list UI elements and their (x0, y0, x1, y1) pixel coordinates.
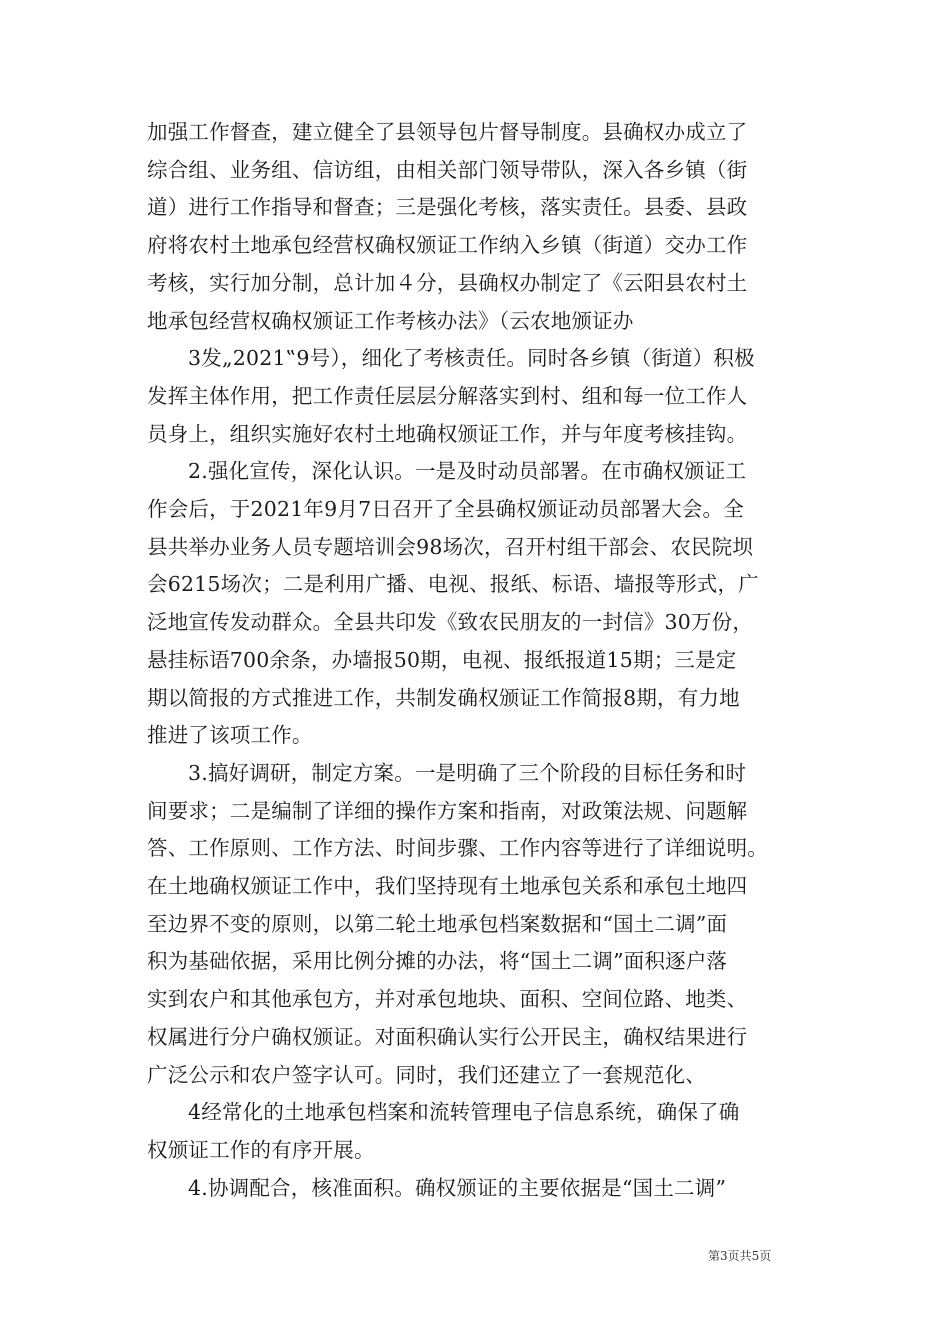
text-line: 悬挂标语700余条，办墙报50期，电视、报纸报道15期；三是定 (147, 647, 737, 672)
text-line: 4经常化的土地承包档案和流转管理电子信息系统，确保了确 (188, 1100, 740, 1125)
text-line: 综合组、业务组、信访组，由相关部门领导带队，深入各乡镇（街 (147, 157, 748, 182)
text-line: 道）进行工作指导和督查；三是强化考核，落实责任。县委、县政 (147, 195, 748, 220)
text-line: 至边界不变的原则，以第二轮土地承包档案数据和“国土二调”面 (147, 911, 728, 936)
text-line: 期以简报的方式推进工作，共制发确权颁证工作简报8期，有力地 (147, 685, 740, 710)
text-line: 权属进行分户确权颁证。对面积确认实行公开民主，确权结果进行 (147, 1024, 748, 1049)
text-line: 员身上，组织实施好农村土地确权颁证工作，并与年度考核挂钩。 (147, 421, 748, 446)
text-line: 县共举办业务人员专题培训会98场次，召开村组干部会、农民院坝 (147, 534, 754, 559)
page-indicator: 第3页共5页 (708, 1249, 772, 1263)
text-line: 2.强化宣传，深化认识。一是及时动员部署。在市确权颁证工 (188, 459, 747, 484)
text-line: 考核，实行加分制，总计加４分，县确权办制定了《云阳县农村土 (147, 270, 748, 295)
text-line: 发挥主体作用，把工作责任层层分解落实到村、组和每一位工作人 (147, 383, 748, 408)
text-line: 在土地确权颁证工作中，我们坚持现有土地承包关系和承包土地四 (147, 874, 748, 898)
text-line: 推进了该项工作。 (147, 723, 313, 748)
text-line: 3.搞好调研，制定方案。一是明确了三个阶段的目标任务和时 (188, 760, 747, 785)
text-line: 积为基础依据，采用比例分摊的办法，将“国土二调”面积逐户落 (147, 949, 728, 974)
text-line: 3发„2021‟9号），细化了考核责任。同时各乡镇（街道）积极 (188, 346, 755, 371)
text-line: 广泛公示和农户签字认可。同时，我们还建立了一套规范化、 (147, 1062, 706, 1087)
text-line: 会6215场次；二是利用广播、电视、报纸、标语、墙报等形式，广 (147, 572, 759, 597)
text-line: 加强工作督查，建立健全了县领导包片督导制度。县确权办成立了 (147, 120, 748, 144)
text-line: 权颁证工作的有序开展。 (147, 1137, 375, 1162)
text-line: 答、工作原则、工作方法、时间步骤、工作内容等进行了详细说明。 (147, 836, 768, 861)
text-line: 作会后，于2021年9月7日召开了全县确权颁证动员部署大会。全 (147, 497, 744, 521)
text-line: 4.协调配合，核准面积。确权颁证的主要依据是“国土二调” (188, 1175, 727, 1200)
text-line: 间要求；二是编制了详细的操作方案和指南，对政策法规、问题解 (147, 798, 748, 823)
text-line: 地承包经营权确权颁证工作考核办法》（云农地颁证办 (147, 308, 634, 333)
text-line: 实到农户和其他承包方，并对承包地块、面积、空间位路、地类、 (147, 987, 748, 1012)
text-line: 府将农村土地承包经营权确权颁证工作纳入乡镇（街道）交办工作 (147, 233, 748, 258)
text-line: 泛地宣传发动群众。全县共印发《致农民朋友的一封信》30万份， (147, 610, 754, 635)
